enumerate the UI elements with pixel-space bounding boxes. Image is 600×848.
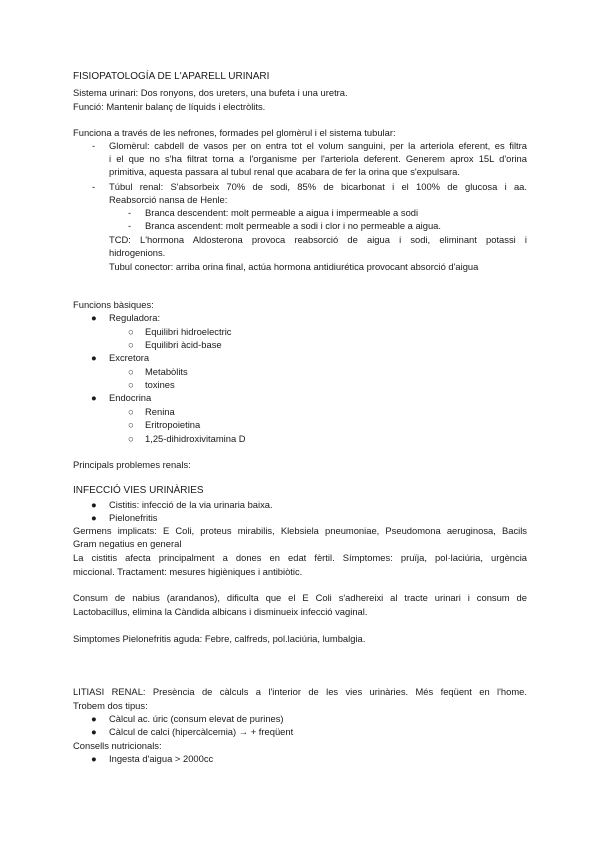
litiasi-tipus: Càlcul ac. úric (consum elevat de purines) bbox=[109, 713, 284, 724]
dash-bullet: - bbox=[128, 207, 132, 218]
disc-bullet: ● bbox=[91, 392, 97, 403]
consells-title: Consells nutricionals: bbox=[73, 740, 162, 751]
infeccio-item: Cistitis: infecció de la via urinaria baixa. bbox=[109, 499, 273, 510]
funcio-item: Eritropoietina bbox=[145, 419, 201, 430]
circle-bullet: ○ bbox=[128, 366, 134, 377]
disc-bullet: ● bbox=[91, 312, 97, 323]
funcio-item: Equilibri hidroelectric bbox=[145, 326, 232, 337]
circle-bullet: ○ bbox=[128, 406, 134, 417]
funcio-item: Renina bbox=[145, 406, 175, 417]
tubul-line-2: Reabsorció nansa de Henle: bbox=[109, 194, 228, 205]
nefrones-lead: Funciona a través de les nefrones, formades pel glomèrul i el sistema tubular: bbox=[73, 127, 396, 138]
funcio-item: toxines bbox=[145, 379, 175, 390]
disc-bullet: ● bbox=[91, 512, 97, 523]
dash-bullet: - bbox=[92, 181, 96, 192]
funcio-group-label: Endocrina bbox=[109, 392, 152, 403]
germens-line-2: Gram negatius en general bbox=[73, 538, 182, 549]
tcd-line-1: TCD: L'hormona Aldosterona provoca reabsorció de aigua i sodi, eliminant potassi i bbox=[109, 234, 527, 245]
cistitis-line-1: La cistitis afecta principalment a dones en edat fèrtil. Símptomes: pruïja, pol·laciúria, urgència bbox=[73, 552, 527, 563]
henle-descendent: Branca descendent: molt permeable a aigua i impermeable a sodi bbox=[145, 207, 419, 218]
funcio-line: Funció: Mantenir balanç de líquids i electròlits. bbox=[73, 101, 266, 112]
disc-bullet: ● bbox=[91, 726, 97, 737]
circle-bullet: ○ bbox=[128, 326, 134, 337]
disc-bullet: ● bbox=[91, 499, 97, 510]
nabius-line-1: Consum de nabius (arandanos), dificulta que el E Coli s'adhereixi al tracte urinari i consum de bbox=[73, 592, 527, 603]
disc-bullet: ● bbox=[91, 352, 97, 363]
glomerul-line-3: primitiva, aquesta passara al tubul renal que acabara de fer la orina que s'expulsara. bbox=[109, 166, 460, 177]
infeccio-title: INFECCIÓ VIES URINÀRIES bbox=[73, 485, 204, 496]
tubul-conector: Tubul conector: arriba orina final, actúa hormona antidiurética provocant absorció d'aigua bbox=[109, 261, 479, 272]
circle-bullet: ○ bbox=[128, 379, 134, 390]
germens-line-1: Germens implicats: E Coli, proteus mirabilis, Klebsiela pneumoniae, Pseudomona aeruginosa, Bacils bbox=[73, 525, 527, 536]
glomerul-line-2: i el que no s'ha filtrat torna a l'organisme per l'arteriola deferent. Generem aprox 15L d'orina bbox=[109, 153, 527, 164]
funcio-group-label: Excretora bbox=[109, 352, 150, 363]
problemes-title: Principals problemes renals: bbox=[73, 459, 191, 470]
litiasi-line-1: LITIASI RENAL: Presència de càlculs a l'interior de les vies urinàries. Més feqüent en l'home. bbox=[73, 686, 527, 697]
funcio-item: 1,25-dihidroxivitamina D bbox=[145, 433, 246, 444]
sistema-urinari-line: Sistema urinari: Dos ronyons, dos ureters, una bufeta i una uretra. bbox=[73, 87, 348, 98]
pielonefritis-line: Simptomes Pielonefritis aguda: Febre, calfreds, pol.laciúria, lumbalgia. bbox=[73, 633, 366, 644]
page-title: FISIOPATOLOGÍA DE L'APARELL URINARI bbox=[73, 71, 270, 82]
dash-bullet: - bbox=[128, 220, 132, 231]
infeccio-item: Pielonefritis bbox=[109, 512, 158, 523]
nabius-line-2: Lactobacillus, elimina la Càndida albicans i disminueix infecció vaginal. bbox=[73, 606, 368, 617]
disc-bullet: ● bbox=[91, 753, 97, 764]
funcio-item: Metabòlits bbox=[145, 366, 188, 377]
tubul-line-1: Túbul renal: S'absorbeix 70% de sodi, 85% de bicarbonat i el 100% de glucosa i aa. bbox=[109, 181, 527, 192]
cistitis-line-2: miccional. Tractament: mesures higièniques i antibiòtic. bbox=[73, 566, 303, 577]
dash-bullet: - bbox=[92, 140, 96, 151]
circle-bullet: ○ bbox=[128, 419, 134, 430]
disc-bullet: ● bbox=[91, 713, 97, 724]
tcd-line-2: hidrogenions. bbox=[109, 247, 166, 258]
circle-bullet: ○ bbox=[128, 339, 134, 350]
henle-ascendent: Branca ascendent: molt permeable a sodi i clor i no permeable a aigua. bbox=[145, 220, 442, 231]
litiasi-tipus: Càlcul de calci (hipercàlcemia) → + freqüent bbox=[109, 726, 294, 737]
glomerul-line-1: Glomèrul: cabdell de vasos per on entra tot el volum sanguini, per la arteriola eferent, es filtra bbox=[109, 140, 527, 151]
litiasi-line-2: Trobem dos tipus: bbox=[73, 700, 148, 711]
funcions-title: Funcions bàsiques: bbox=[73, 299, 154, 310]
circle-bullet: ○ bbox=[128, 433, 134, 444]
funcio-item: Equilibri àcid-base bbox=[145, 339, 222, 350]
consell-item: Ingesta d'aigua > 2000cc bbox=[109, 753, 214, 764]
funcio-group-label: Reguladora: bbox=[109, 312, 161, 323]
